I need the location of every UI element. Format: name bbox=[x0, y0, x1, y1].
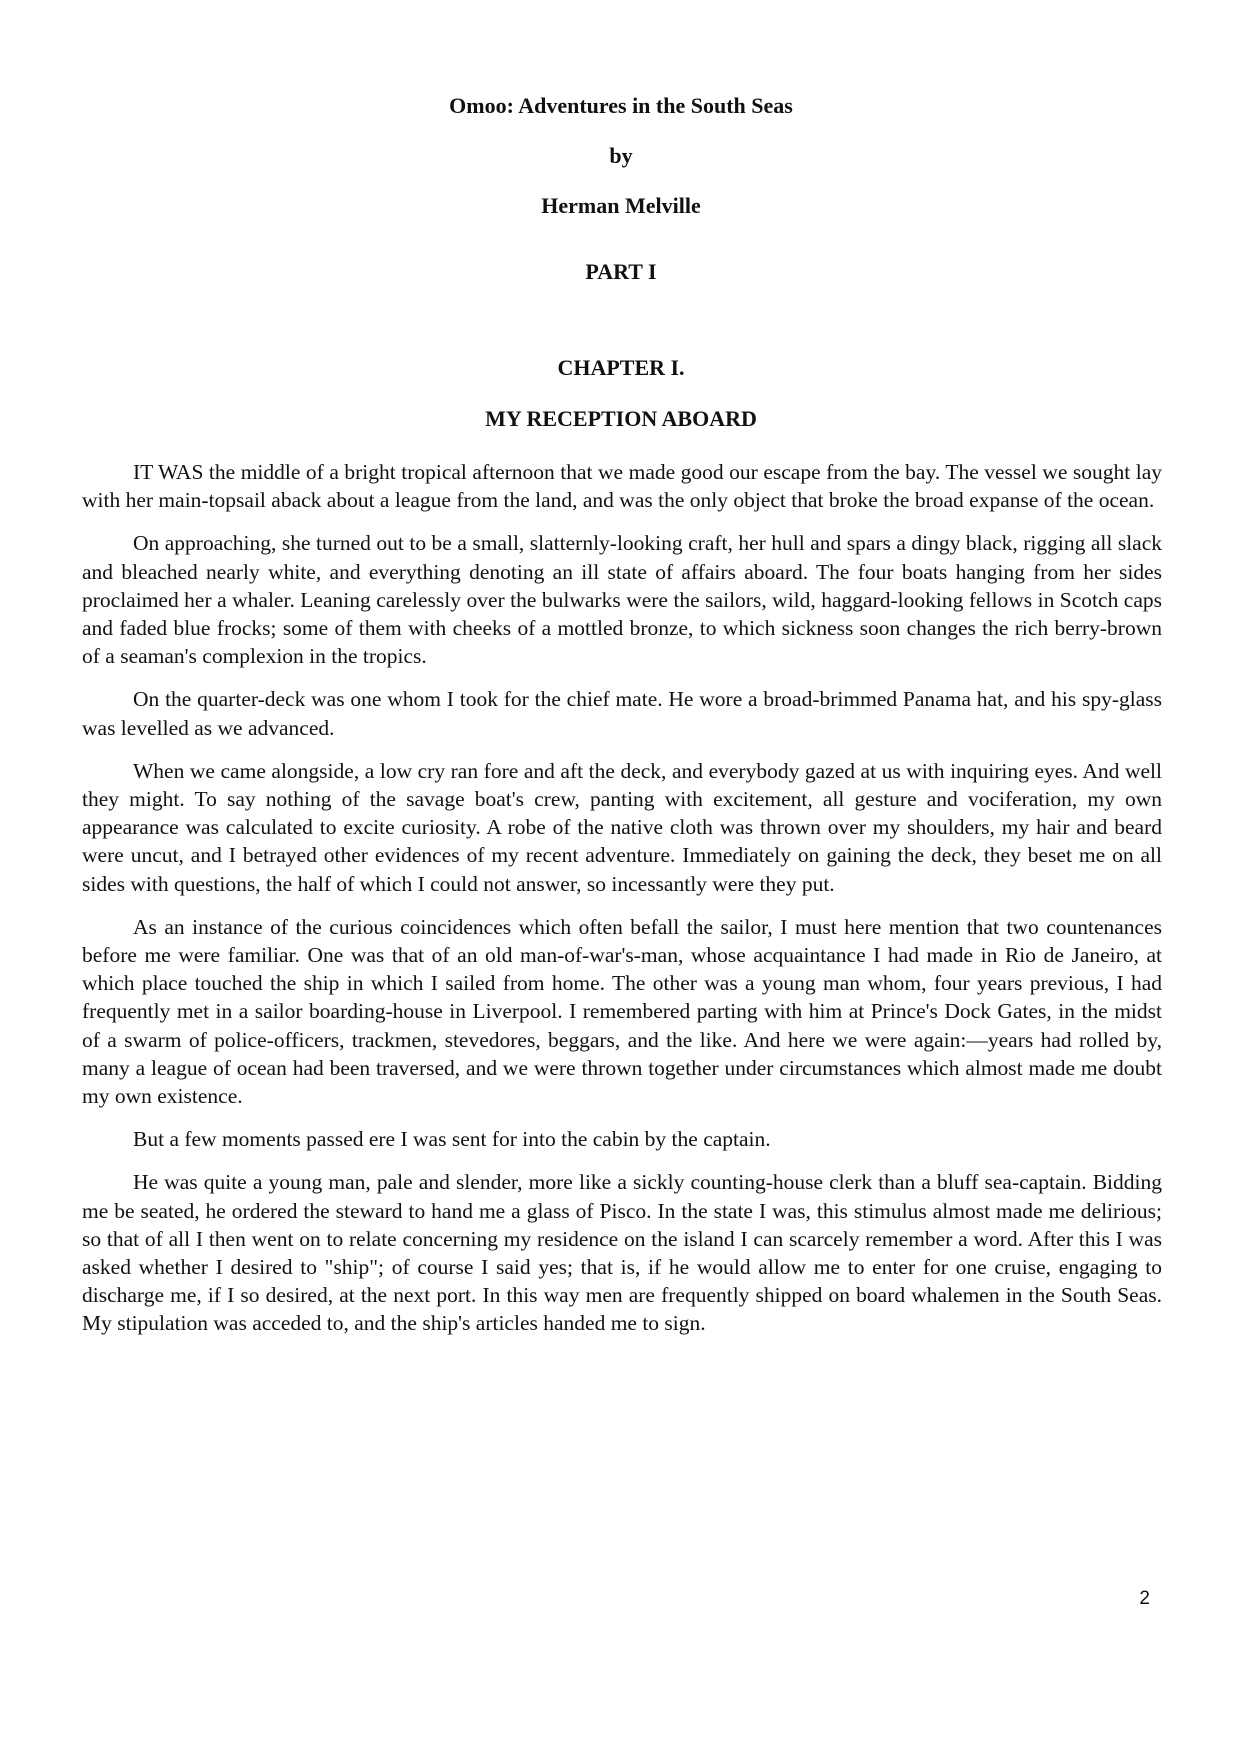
book-title: Omoo: Adventures in the South Seas bbox=[449, 93, 793, 118]
paragraph-7: He was quite a young man, pale and slender, more like a sickly counting-house clerk than a bluff sea-captain. Bidding me be seated, he ordered the steward to hand me a glass of Pisco. In the state I was, this stimulus almost made me delirious; so that of all I then went on to relate concerning my residence on the island I can scarcely remember a word. After this I was asked whether I desired to "ship"; of course I said yes; that is, if he would allow me to enter for one cruise, engaging to discharge me, if I so desired, at the next port. In this way men are frequently shipped on board whalemen in the South Seas. My stipulation was acceded to, and the ship's articles handed me to sign. bbox=[82, 1170, 1162, 1336]
paragraph-2: On approaching, she turned out to be a small, slatternly-looking craft, her hull and spars a dingy black, rigging all slack and bleached nearly white, and everything denoting an ill state of affairs aboard. The four boats hanging from her sides proclaimed her a whaler. Leaning carelessly over the bulwarks were the sailors, wild, haggard-looking fellows in Scotch caps and faded blue frocks; some of them with cheeks of a mottled bronze, to which sickness soon changes the rich berry-brown of a seaman's complexion in the tropics. bbox=[82, 531, 1162, 669]
paragraph-3: On the quarter-deck was one whom I took for the chief mate. He wore a broad-brimmed Panama hat, and his spy-glass was levelled as we advanced. bbox=[82, 687, 1162, 740]
paragraph-6: But a few moments passed ere I was sent for into the cabin by the captain. bbox=[133, 1127, 771, 1152]
page-number: 2 bbox=[1139, 1588, 1150, 1609]
paragraph-1: IT WAS the middle of a bright tropical afternoon that we made good our escape from the bay. The vessel we sought lay with her main-topsail aback about a league from the land, and was the only object that broke the broad expanse of the ocean. bbox=[82, 460, 1162, 513]
chapter-body bbox=[82, 458, 1162, 1353]
chapter-title: MY RECEPTION ABOARD bbox=[485, 406, 757, 431]
by-line: by bbox=[609, 143, 633, 168]
paragraph-5: As an instance of the curious coincidences which often befall the sailor, I must here mention that two countenances before me were familiar. One was that of an old man-of-war's-man, whose acquaintance I had made in Rio de Janeiro, at which place touched the ship in which I sailed from home. The other was a young man whom, four years previous, I had frequently met in a sailor boarding-house in Liverpool. I remembered parting with him at Prince's Dock Gates, in the midst of a swarm of police-officers, trackmen, stevedores, beggars, and the like. And here we were again:—years had rolled by, many a league of ocean had been traversed, and we were thrown together under circumstances which almost made me doubt my own existence. bbox=[82, 914, 1162, 1109]
part-heading: PART I bbox=[585, 259, 657, 284]
paragraph-4: When we came alongside, a low cry ran fore and aft the deck, and everybody gazed at us with inquiring eyes. And well they might. To say nothing of the savage boat's crew, panting with excitement, all gesture and vociferation, my own appearance was calculated to excite curiosity. A robe of the native cloth was thrown over my shoulders, my hair and beard were uncut, and I betrayed other evidences of my recent adventure. Immediately on gaining the deck, they beset me on all sides with questions, the half of which I could not answer, so incessantly were they put. bbox=[82, 758, 1162, 896]
chapter-number: CHAPTER I. bbox=[557, 355, 685, 380]
author-name: Herman Melville bbox=[541, 193, 701, 218]
